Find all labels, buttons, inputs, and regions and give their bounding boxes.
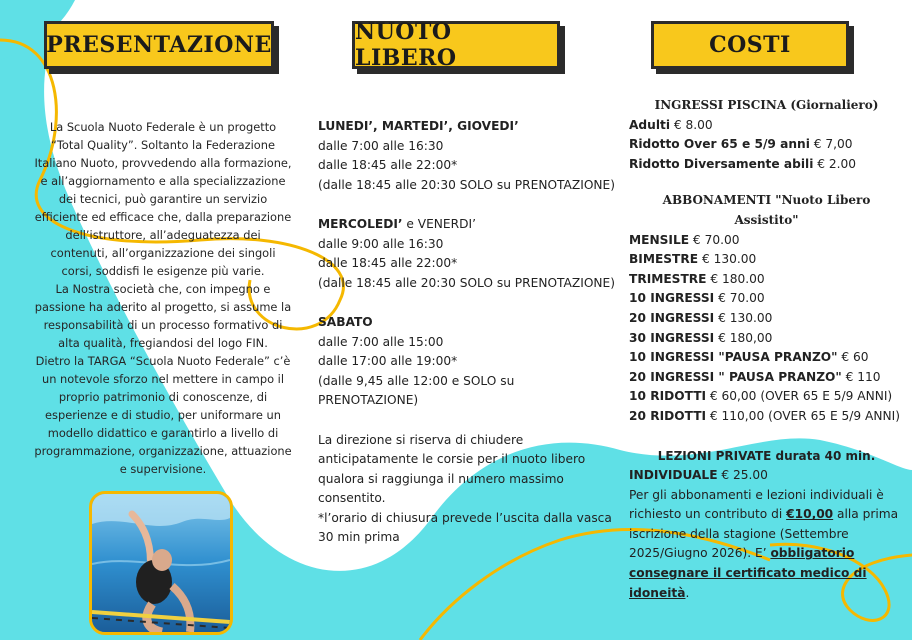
note-line: consentito. (318, 491, 386, 506)
text-line: programmazione, organizzazione, attuazione (34, 444, 292, 458)
contributo-amount: €10,00 (786, 507, 834, 522)
swimmer-image (92, 494, 230, 632)
price-row: TRIMESTRE € 180.00 (629, 271, 765, 286)
schedule-line: dalle 18:45 alle 22:00* (318, 256, 458, 271)
ingressi-title: INGRESSI PISCINA (Giornaliero) (654, 98, 879, 112)
text-line: e all’aggiornamento e alla specializzazione (40, 174, 286, 188)
text-line: un notevole sforzo nel mettere in campo il (41, 372, 284, 386)
note-line: qualora si raggiunga il numero massimo (318, 471, 564, 486)
text-line: “Total Quality”. Soltanto la Federazione (51, 138, 275, 152)
schedule-line: (dalle 18:45 alle 20:30 SOLO su PRENOTAZIONE) (318, 177, 615, 192)
schedule-line: dalle 17:00 alle 19:00* (318, 354, 458, 369)
note-line: *l’orario di chiusura prevede l’uscita dalla vasca (318, 510, 612, 525)
schedule-line: dalle 7:00 alle 16:30 (318, 138, 444, 153)
price-row: 20 INGRESSI € 130.00 (629, 310, 773, 325)
spacer (629, 427, 904, 447)
schedule-line: dalle 9:00 alle 16:30 (318, 236, 444, 251)
text-line: Dietro la TARGA “Scuola Nuoto Federale” c’è (35, 354, 291, 368)
text-line: responsabilità di un processo formativo di (43, 318, 283, 332)
price-row: Ridotto Over 65 e 5/9 anni € 7,00 (629, 137, 853, 152)
price-row: INDIVIDUALE € 25.00 (629, 468, 768, 483)
text-line: dei tecnici, può garantire un servizio (58, 192, 268, 206)
schedule-block (318, 215, 618, 293)
price-row: 20 RIDOTTI € 110,00 (OVER 65 E 5/9 ANNI) (629, 408, 900, 423)
schedule-line: dalle 18:45 alle 22:00* (318, 158, 458, 173)
text-line: e supervisione. (119, 462, 207, 476)
text-line: proprio patrimonio di conoscenze, di (58, 390, 268, 404)
schedule-line: (dalle 9,45 alle 12:00 e SOLO su PRENOTAZIONE) (318, 373, 515, 408)
schedule-day: SABATO (318, 314, 373, 329)
abbonamenti-title: ABBONAMENTI "Nuoto Libero Assistito" (662, 193, 871, 227)
certificato-text: consegnare il certificato medico di idoneità (629, 566, 867, 600)
info-paragraph: Per gli abbonamenti e lezioni individuali è richiesto un contributo di €10,00 alla prima iscrizione della stagione (Settembre 2025/Giugno 2026). E’ obbligatorio consegnare il certificato medico di idoneità. (629, 487, 899, 600)
costi-price-list (629, 96, 904, 603)
note-line: La direzione si riserva di chiudere (318, 432, 524, 447)
nuoto-libero-schedule (318, 117, 618, 548)
text-line: passione ha aderito al progetto, si assume la (34, 300, 292, 314)
price-row: 20 INGRESSI " PAUSA PRANZO" € 110 (629, 369, 881, 384)
note-line: 30 min prima (318, 530, 400, 545)
price-row: Ridotto Diversamente abili € 2.00 (629, 156, 857, 171)
text-line: alta qualità, fregiandosi del logo FIN. (58, 336, 268, 350)
schedule-block (318, 313, 618, 411)
schedule-block (318, 117, 618, 195)
price-row: 10 INGRESSI € 70.00 (629, 291, 765, 306)
schedule-day: MERCOLEDI’ e VENERDI’ (318, 216, 476, 231)
text-line: corsi, soddisfi le esigenze più varie. (61, 264, 265, 278)
spacer (629, 174, 904, 191)
price-row: BIMESTRE € 130.00 (629, 252, 757, 267)
schedule-notes (318, 431, 618, 549)
text-line: contenuti, all’organizzazione dei singoli (50, 246, 276, 260)
price-row: 10 INGRESSI "PAUSA PRANZO" € 60 (629, 350, 869, 365)
price-row: 30 INGRESSI € 180,00 (629, 330, 773, 345)
text-line: La Nostra società che, con impegno e (55, 282, 271, 296)
text-line: Italiano Nuoto, provvedendo alla formazione, (34, 156, 292, 170)
obbligatorio-text: obbligatorio (770, 546, 855, 561)
price-row: Adulti € 8.00 (629, 117, 713, 132)
note-line: anticipatamente le corsie per il nuoto libero (318, 452, 586, 467)
schedule-line: dalle 7:00 alle 15:00 (318, 334, 444, 349)
text-line: dell’istruttore, all’adeguatezza dei (65, 228, 261, 242)
text-line: efficiente ed efficace che, dalla preparazione (34, 210, 292, 224)
heading-costi: COSTI (651, 21, 849, 69)
swimmer-photo (89, 491, 233, 635)
heading-nuoto-libero: NUOTO LIBERO (352, 21, 560, 69)
price-row: MENSILE € 70.00 (629, 232, 740, 247)
schedule-line: (dalle 18:45 alle 20:30 SOLO su PRENOTAZIONE) (318, 275, 615, 290)
text-line: modello didattico e garantirlo a livello di (47, 426, 279, 440)
text-line: La Scuola Nuoto Federale è un progetto (49, 120, 277, 134)
price-row: 10 RIDOTTI € 60,00 (OVER 65 E 5/9 ANNI) (629, 389, 893, 404)
heading-presentazione: PRESENTAZIONE (44, 21, 274, 69)
lezioni-title: LEZIONI PRIVATE durata 40 min. (657, 448, 876, 463)
presentazione-text (32, 118, 294, 478)
schedule-day: LUNEDI’, MARTEDI’, GIOVEDI’ (318, 119, 519, 133)
text-line: esperienze e di studio, per uniformare un (45, 408, 281, 422)
